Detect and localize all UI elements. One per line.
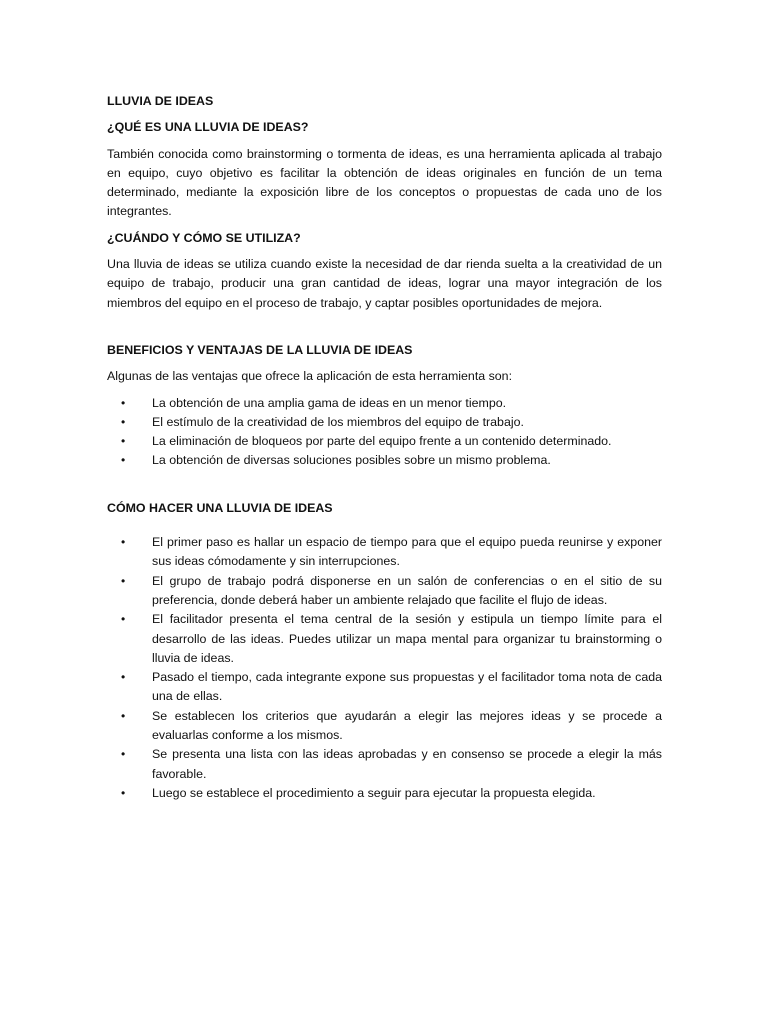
list-item: [107, 413, 662, 432]
list-item: [107, 394, 662, 413]
section-paragraph-what-is: También conocida como brainstorming o tormenta de ideas, es una herramienta aplicada al trabajo en equipo, cuyo objetivo es facilitar la obtención de ideas originales en función de un tema determinado, mediante la exposición libre de los conceptos o propuestas de cada uno de los integrantes.: [107, 146, 662, 219]
bullet-icon: •: [121, 670, 126, 685]
section-intro-benefits: Algunas de las ventajas que ofrece la aplicación de esta herramienta son:: [107, 369, 513, 384]
list-item: [107, 668, 662, 707]
benefits-list: [107, 394, 662, 471]
list-item-text: La eliminación de bloqueos por parte del equipo frente a un contenido determinado.: [152, 434, 612, 449]
list-item: [107, 451, 662, 470]
list-item: [107, 745, 662, 784]
list-item-text: La obtención de una amplia gama de ideas en un menor tiempo.: [152, 395, 507, 410]
list-item-text: El facilitador presenta el tema central de la sesión y estipula un tiempo límite para el desarrollo de las ideas. Puedes utilizar un mapa mental para organizar tu brainstorming o lluvia de ideas.: [152, 612, 662, 665]
steps-list: [107, 533, 662, 803]
spacer: [107, 525, 662, 533]
bullet-icon: •: [121, 535, 126, 550]
list-item-text: Se establecen los criterios que ayudarán a elegir las mejores ideas y se procede a evaluarlas conforme a los mismos.: [152, 708, 662, 743]
bullet-icon: •: [121, 708, 126, 723]
bullet-icon: •: [121, 612, 126, 627]
bullet-icon: •: [121, 414, 126, 429]
list-item-text: Se presenta una lista con las ideas aprobadas y en consenso se procede a elegir la más favorable.: [152, 747, 662, 781]
section-heading-benefits: BENEFICIOS Y VENTAJAS DE LA LLUVIA DE IDEAS: [107, 342, 413, 357]
list-item: [107, 707, 662, 746]
bullet-icon: •: [121, 434, 126, 449]
section-paragraph-when-how: Una lluvia de ideas se utiliza cuando existe la necesidad de dar rienda suelta a la creatividad de un equipo de trabajo, producir una gran cantidad de ideas, lograr una mayor integración de los miembros del equipo en el proceso de trabajo, y captar posibles oportunidades de mejora.: [107, 257, 662, 310]
section-heading-when-how: ¿CUÁNDO Y CÓMO SE UTILIZA?: [107, 230, 301, 245]
bullet-icon: •: [121, 453, 126, 468]
bullet-icon: •: [121, 785, 126, 800]
list-item: [107, 610, 662, 668]
list-item: [107, 784, 662, 803]
bullet-icon: •: [121, 747, 126, 762]
list-item-text: El primer paso es hallar un espacio de tiempo para que el equipo pueda reunirse y exponer sus ideas cómodamente y sin interrupciones.: [152, 535, 662, 569]
document-title: LLUVIA DE IDEAS: [107, 94, 214, 108]
list-item: [107, 533, 662, 572]
list-item-text: Luego se establece el procedimiento a seguir para ejecutar la propuesta elegida.: [152, 785, 596, 800]
spacer: [107, 313, 662, 341]
list-item-text: Pasado el tiempo, cada integrante expone sus propuestas y el facilitador toma nota de cada una de ellas.: [152, 670, 662, 704]
section-heading-how-to: CÓMO HACER UNA LLUVIA DE IDEAS: [107, 500, 333, 515]
list-item: [107, 432, 662, 451]
section-heading-what-is: ¿QUÉ ES UNA LLUVIA DE IDEAS?: [107, 120, 309, 135]
bullet-icon: •: [121, 395, 126, 410]
list-item-text: El estímulo de la creatividad de los miembros del equipo de trabajo.: [152, 414, 524, 429]
bullet-icon: •: [121, 573, 126, 588]
spacer: [107, 471, 662, 499]
list-item-text: El grupo de trabajo podrá disponerse en un salón de conferencias o en el sitio de su preferencia, donde deberá haber un ambiente relajado que facilite el flujo de ideas.: [152, 573, 662, 607]
list-item-text: La obtención de diversas soluciones posibles sobre un mismo problema.: [152, 453, 551, 468]
list-item: [107, 572, 662, 611]
